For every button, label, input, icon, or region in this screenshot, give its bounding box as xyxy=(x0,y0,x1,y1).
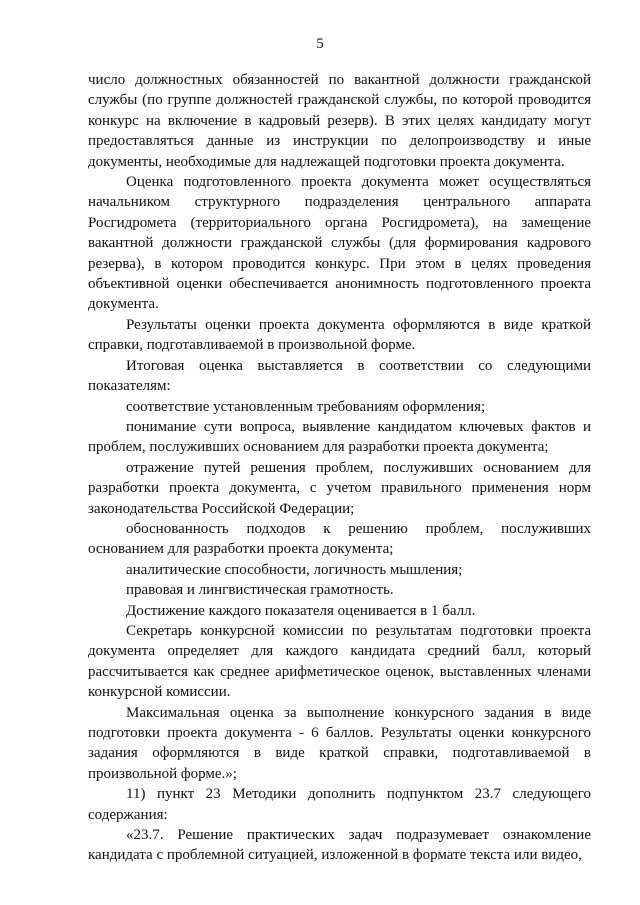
paragraph: Итоговая оценка выставляется в соответствии со следующими показателям: xyxy=(88,357,591,395)
paragraph: Результаты оценки проекта документа оформляются в виде краткой справки, подготавливаемой в произвольной форме. xyxy=(88,316,591,354)
list-item: обоснованность подходов к решению проблем, послуживших основанием для разработки проекта документа; xyxy=(88,520,591,558)
paragraph: «23.7. Решение практических задач подразумевает ознакомление кандидата с проблемной ситуацией, изложенной в формате текста или видео, xyxy=(88,827,591,864)
page-number: 5 xyxy=(316,36,324,52)
list-item: аналитические способности, логичность мышления; xyxy=(126,561,463,578)
document-body xyxy=(88,70,591,866)
paragraph: Секретарь конкурсной комиссии по результатам подготовки проекта документа определяет для каждого кандидата средний балл, который рассчитывается как среднее арифметическое оценок, выставленных членами конкурсной комиссии. xyxy=(88,622,591,701)
list-item: соответствие установленным требованиям оформления; xyxy=(126,398,486,415)
list-item: правовая и лингвистическая грамотность. xyxy=(126,582,394,599)
paragraph: Максимальная оценка за выполнение конкурсного задания в виде подготовки проекта документа - 6 баллов. Результаты оценки конкурсного задания оформляются в виде краткой справки, подготавливаемой в произвольной форме.»; xyxy=(88,704,591,782)
paragraph: Достижение каждого показателя оценивается в 1 балл. xyxy=(126,602,476,619)
paragraph: 11) пункт 23 Методики дополнить подпунктом 23.7 следующего содержания: xyxy=(88,786,591,823)
paragraph: Оценка подготовленного проекта документа может осуществляться начальником структурного подразделения центрального аппарата Росгидромета (территориального органа Росгидромета), на замещение вакантной должности гражданской службы (для формирования кадрового резерва), в котором проводится конкурс. При этом в целях проведения объективной оценки обеспечивается анонимность подготовленного проекта документа. xyxy=(88,174,591,313)
list-item: отражение путей решения проблем, послуживших основанием для разработки проекта документа, с учетом правильного применения норм законодательства Российской Федерации; xyxy=(88,459,591,517)
paragraph: число должностных обязанностей по вакантной должности гражданской службы (по группе должностей гражданской службы, по которой проводится конкурс на включение в кадровый резерв). В этих целях кандидату могут предоставляться данные из инструкции по делопроизводству и иные документы, необходимые для надлежащей подготовки проекта документа. xyxy=(88,72,591,170)
list-item: понимание сути вопроса, выявление кандидатом ключевых фактов и проблем, послуживших основанием для разработки проекта документа; xyxy=(88,418,591,456)
